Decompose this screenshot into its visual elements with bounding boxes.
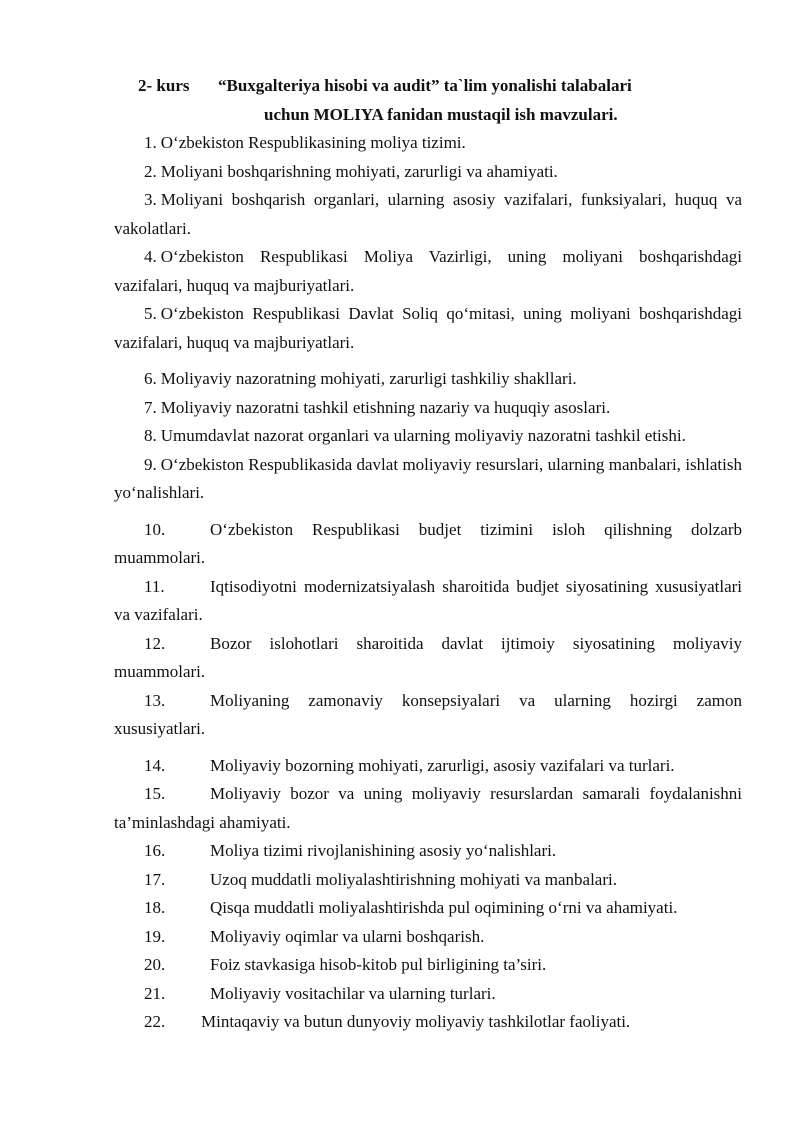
topic-item-22 xyxy=(114,1008,742,1037)
topic-text: O‘zbekiston Respublikasi Moliya Vazirligi, uning moliyani boshqarishdagi vazifalari, huquq va majburiyatlari. xyxy=(114,247,742,295)
topic-text: O‘zbekiston Respublikasining moliya tizimi. xyxy=(160,133,466,152)
topic-number: 15. xyxy=(144,784,166,803)
course-label: 2- kurs xyxy=(138,76,190,95)
topic-number: 14. xyxy=(144,755,166,775)
topic-item-5 xyxy=(114,300,742,357)
topic-number: 1. xyxy=(144,133,157,152)
topic-item-8 xyxy=(114,422,742,451)
topic-number: 22. xyxy=(144,1012,166,1031)
topic-text: Moliyaning zamonaviy konsepsiyalari va ularning hozirgi zamon xususiyatlari. xyxy=(114,690,742,738)
topic-text: Foiz stavkasiga hisob-kitob pul birligining ta’siri. xyxy=(210,955,547,974)
heading-program-title: “Buxgalteriya hisobi va audit” ta`lim yonalishi talabalari xyxy=(218,76,632,95)
topic-item-16 xyxy=(114,837,742,866)
topic-number: 18. xyxy=(144,898,166,917)
topic-number: 11. xyxy=(144,576,165,596)
topic-number: 17. xyxy=(144,869,166,889)
topic-item-21 xyxy=(114,980,742,1009)
topic-item-4 xyxy=(114,243,742,300)
topic-number: 10. xyxy=(144,519,166,539)
topic-item-20 xyxy=(114,951,742,980)
topic-item-11 xyxy=(114,573,742,630)
topic-item-14 xyxy=(114,752,742,781)
topic-text: Moliyani boshqarish organlari, ularning asosiy vazifalari, funksiyalari, huquq va vakolatlari. xyxy=(114,190,742,238)
topic-text: Umumdavlat nazorat organlari va ularning moliyaviy nazoratni tashkil etishi. xyxy=(160,426,686,445)
topic-text: Moliyaviy nazoratni tashkil etishning nazariy va huquqiy asoslari. xyxy=(160,397,611,417)
topic-text: Moliyaviy oqimlar va ularni boshqarish. xyxy=(210,926,485,946)
topic-text: Moliyani boshqarishning mohiyati, zarurligi va ahamiyati. xyxy=(160,161,558,181)
topic-list xyxy=(114,129,742,1037)
topic-text: Moliya tizimi rivojlanishining asosiy yo‘nalishlari. xyxy=(210,841,557,860)
topic-text: Moliyaviy vositachilar va ularning turlari. xyxy=(210,983,496,1003)
topic-item-7 xyxy=(114,394,742,423)
topic-text: Moliyaviy bozorning mohiyati, zarurligi, asosiy vazifalari va turlari. xyxy=(210,755,675,775)
topic-item-13 xyxy=(114,687,742,744)
topic-item-15 xyxy=(114,780,742,837)
topic-text: O‘zbekiston Respublikasi budjet tizimini isloh qilishning dolzarb muammolari. xyxy=(114,519,742,567)
topic-item-9 xyxy=(114,451,742,508)
topic-item-3 xyxy=(114,186,742,243)
topic-number: 20. xyxy=(144,955,166,974)
topic-number: 6. xyxy=(144,369,157,388)
topic-number: 3. xyxy=(144,190,157,209)
topic-text: Iqtisodiyotni modernizatsiyalash sharoitida budjet siyosatining xususiyatlari va vazifalari. xyxy=(114,576,742,624)
document-heading xyxy=(114,72,742,129)
topic-item-19 xyxy=(114,923,742,952)
topic-number: 2. xyxy=(144,161,157,181)
topic-text: Uzoq muddatli moliyalashtirishning mohiyati va manbalari. xyxy=(210,869,617,889)
topic-number: 5. xyxy=(144,304,157,323)
topic-text: Mintaqaviy va butun dunyoviy moliyaviy tashkilotlar faoliyati. xyxy=(201,1012,631,1031)
topic-number: 8. xyxy=(144,426,157,445)
topic-number: 9. xyxy=(144,454,157,474)
topic-number: 13. xyxy=(144,690,166,710)
topic-item-10 xyxy=(114,516,742,573)
heading-line-1 xyxy=(114,72,742,101)
topic-item-17 xyxy=(114,866,742,895)
topic-number: 4. xyxy=(144,247,157,266)
topic-text: Qisqa muddatli moliyalashtirishda pul oqimining o‘rni va ahamiyati. xyxy=(210,898,678,917)
topic-number: 16. xyxy=(144,841,166,860)
topic-text: O‘zbekiston Respublikasida davlat moliyaviy resurslari, ularning manbalari, ishlatish yo‘nalishlari. xyxy=(114,454,742,502)
topic-text: Moliyaviy nazoratning mohiyati, zarurligi tashkiliy shakllari. xyxy=(160,369,577,388)
topic-item-12 xyxy=(114,630,742,687)
topic-text: Bozor islohotlari sharoitida davlat ijtimoiy siyosatining moliyaviy muammolari. xyxy=(114,633,742,681)
topic-item-18 xyxy=(114,894,742,923)
topic-text: O‘zbekiston Respublikasi Davlat Soliq qo‘mitasi, uning moliyani boshqarishdagi vazifalari, huquq va majburiyatlari. xyxy=(114,304,742,352)
topic-item-6 xyxy=(114,365,742,394)
topic-item-2 xyxy=(114,158,742,187)
topic-text: Moliyaviy bozor va uning moliyaviy resurslardan samarali foydalanishni ta’minlashdagi ahamiyati. xyxy=(114,784,742,832)
heading-line-2: uchun MOLIYA fanidan mustaqil ish mavzulari. xyxy=(264,104,618,124)
topic-number: 7. xyxy=(144,397,157,417)
topic-number: 19. xyxy=(144,926,166,946)
topic-item-1 xyxy=(114,129,742,158)
topic-number: 12. xyxy=(144,633,166,653)
topic-number: 21. xyxy=(144,983,166,1003)
